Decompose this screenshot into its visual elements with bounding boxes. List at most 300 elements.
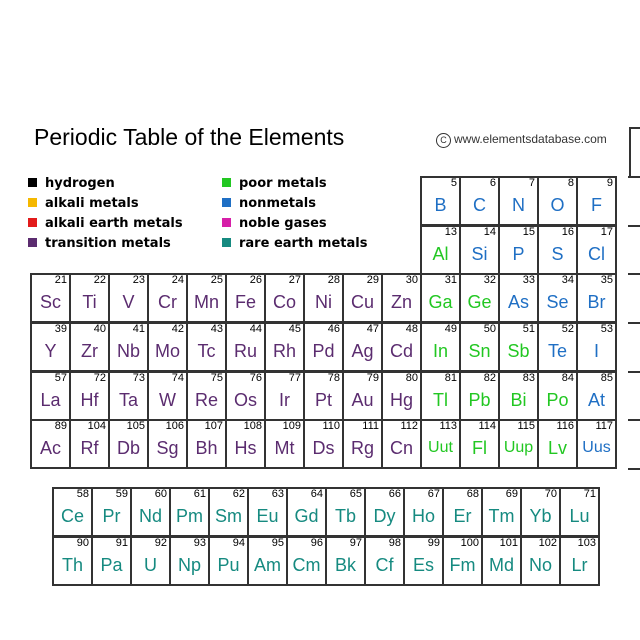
element-cell[interactable] xyxy=(420,225,461,275)
element-number: 106 xyxy=(165,420,184,432)
legend-label: hydrogen xyxy=(45,176,115,191)
legend-label: poor metals xyxy=(239,176,327,191)
element-cell[interactable] xyxy=(186,273,227,323)
element-number: 24 xyxy=(171,274,184,286)
element-number: 85 xyxy=(600,372,613,384)
element-symbol: Hs xyxy=(234,438,257,458)
element-number: 102 xyxy=(538,537,557,549)
element-number: 73 xyxy=(132,372,145,384)
element-number: 15 xyxy=(522,226,535,238)
element-cell[interactable] xyxy=(208,536,249,586)
element-number: 72 xyxy=(93,372,106,384)
element-number: 14 xyxy=(483,226,496,238)
element-cell[interactable] xyxy=(420,176,461,226)
element-symbol: Rg xyxy=(350,438,374,458)
element-number: 110 xyxy=(322,420,340,432)
element-number: 39 xyxy=(54,323,67,335)
element-number: 58 xyxy=(76,488,89,500)
element-number: 44 xyxy=(249,323,262,335)
legend-item-hydrogen xyxy=(28,176,115,192)
element-symbol: Ac xyxy=(39,438,61,458)
element-cell[interactable] xyxy=(147,419,188,469)
element-symbol: Cn xyxy=(389,438,413,458)
element-symbol: Pm xyxy=(176,506,203,526)
element-symbol: Cf xyxy=(375,555,394,575)
element-number: 49 xyxy=(444,323,457,335)
element-cell[interactable] xyxy=(403,536,444,586)
legend-swatch xyxy=(28,178,37,187)
element-symbol: Uus xyxy=(582,439,611,456)
legend-item-poor xyxy=(222,176,327,192)
element-cell[interactable] xyxy=(459,419,500,469)
element-number: 113 xyxy=(439,420,457,432)
element-number: 90 xyxy=(76,537,89,549)
legend-label: nonmetals xyxy=(239,196,316,211)
element-symbol: Re xyxy=(194,390,218,410)
legend-item-alkaline xyxy=(28,216,183,232)
element-number: 21 xyxy=(54,274,67,286)
element-number: 46 xyxy=(327,323,340,335)
element-cell[interactable] xyxy=(576,419,617,469)
element-cell[interactable] xyxy=(420,419,461,469)
element-number: 96 xyxy=(310,537,323,549)
element-symbol: Am xyxy=(254,555,281,575)
element-symbol: Nb xyxy=(116,341,140,361)
element-cell[interactable] xyxy=(381,273,422,323)
element-symbol: Sb xyxy=(507,341,530,361)
element-cell[interactable] xyxy=(498,419,539,469)
element-cell[interactable] xyxy=(69,273,110,323)
element-cell[interactable] xyxy=(169,487,210,537)
element-symbol: V xyxy=(122,292,135,312)
element-number: 62 xyxy=(232,488,245,500)
element-symbol: Bh xyxy=(195,438,218,458)
element-cell[interactable] xyxy=(169,536,210,586)
element-cell[interactable] xyxy=(498,322,539,372)
element-number: 116 xyxy=(556,420,574,432)
element-number: 74 xyxy=(171,372,184,384)
element-number: 64 xyxy=(310,488,323,500)
element-symbol: Ti xyxy=(82,292,97,312)
legend-swatch xyxy=(222,178,231,187)
element-symbol: Fe xyxy=(234,292,256,312)
element-symbol: Cr xyxy=(158,292,177,312)
legend-label: alkali earth metals xyxy=(45,216,183,231)
element-cell[interactable] xyxy=(537,176,578,226)
table-edge-line xyxy=(628,322,640,324)
element-symbol: Cm xyxy=(292,555,321,575)
element-cell[interactable] xyxy=(342,419,383,469)
element-cell[interactable] xyxy=(520,536,561,586)
element-symbol: Tb xyxy=(334,506,356,526)
element-number: 111 xyxy=(362,420,379,432)
element-number: 45 xyxy=(288,323,301,335)
element-symbol: Ga xyxy=(428,292,453,312)
element-cell[interactable] xyxy=(225,273,266,323)
legend-label: alkali metals xyxy=(45,196,139,211)
element-symbol: B xyxy=(434,195,447,215)
element-cell[interactable] xyxy=(459,371,500,421)
element-cell[interactable] xyxy=(559,536,600,586)
element-cell[interactable] xyxy=(342,322,383,372)
element-cell[interactable] xyxy=(91,487,132,537)
table-edge-line xyxy=(628,419,640,421)
element-cell[interactable] xyxy=(325,487,366,537)
element-cell[interactable] xyxy=(420,371,461,421)
element-symbol: O xyxy=(550,195,565,215)
element-number: 69 xyxy=(505,488,518,500)
element-symbol: Uup xyxy=(503,439,534,456)
element-number: 33 xyxy=(522,274,535,286)
element-number: 78 xyxy=(327,372,340,384)
element-number: 101 xyxy=(499,537,518,549)
element-cell[interactable] xyxy=(52,536,93,586)
element-symbol: Es xyxy=(412,555,434,575)
element-cell[interactable] xyxy=(69,371,110,421)
element-cell[interactable] xyxy=(459,176,500,226)
element-number: 81 xyxy=(444,372,457,384)
element-symbol: Ds xyxy=(312,438,335,458)
element-symbol: Mn xyxy=(193,292,219,312)
element-symbol: Ge xyxy=(467,292,492,312)
element-number: 66 xyxy=(388,488,401,500)
element-symbol: Rh xyxy=(272,341,296,361)
legend-swatch xyxy=(222,218,231,227)
element-number: 43 xyxy=(210,323,223,335)
element-cell[interactable] xyxy=(481,536,522,586)
element-symbol: Ag xyxy=(351,341,374,361)
element-cell[interactable] xyxy=(303,322,344,372)
element-cell[interactable] xyxy=(147,371,188,421)
element-cell[interactable] xyxy=(498,371,539,421)
element-number: 98 xyxy=(388,537,401,549)
element-symbol: Pu xyxy=(217,555,240,575)
element-number: 59 xyxy=(115,488,128,500)
legend-item-rare xyxy=(222,236,367,252)
legend-label: noble gases xyxy=(239,216,327,231)
element-symbol: I xyxy=(593,341,599,361)
element-number: 104 xyxy=(87,420,106,432)
element-symbol: Fm xyxy=(449,555,476,575)
legend-item-transition xyxy=(28,236,171,252)
element-cell[interactable] xyxy=(208,487,249,537)
element-cell[interactable] xyxy=(381,371,422,421)
legend-label: transition metals xyxy=(45,236,171,251)
element-symbol: Si xyxy=(471,244,488,264)
legend-swatch xyxy=(222,238,231,247)
element-symbol: P xyxy=(512,244,525,264)
element-symbol: Ce xyxy=(60,506,84,526)
element-symbol: Se xyxy=(546,292,569,312)
legend-item-noble xyxy=(222,216,327,232)
element-number: 22 xyxy=(93,274,106,286)
element-number: 70 xyxy=(544,488,557,500)
element-cell[interactable] xyxy=(186,322,227,372)
element-cell[interactable] xyxy=(30,322,71,372)
element-number: 48 xyxy=(405,323,418,335)
element-cell[interactable] xyxy=(537,273,578,323)
element-symbol: Sm xyxy=(215,506,242,526)
element-symbol: Tc xyxy=(197,341,216,361)
element-cell[interactable] xyxy=(52,487,93,537)
element-symbol: Lv xyxy=(547,438,567,458)
element-symbol: Mo xyxy=(154,341,180,361)
legend-swatch xyxy=(28,218,37,227)
element-cell[interactable] xyxy=(459,322,500,372)
table-edge-line xyxy=(629,127,631,177)
element-symbol: Tm xyxy=(488,506,515,526)
element-number: 76 xyxy=(249,372,262,384)
element-cell[interactable] xyxy=(303,419,344,469)
element-number: 97 xyxy=(349,537,362,549)
element-symbol: In xyxy=(432,341,448,361)
element-symbol: Dy xyxy=(373,506,396,526)
element-symbol: Ho xyxy=(411,506,435,526)
element-number: 50 xyxy=(483,323,496,335)
legend-item-alkali xyxy=(28,196,139,212)
element-number: 9 xyxy=(606,177,613,189)
element-cell[interactable] xyxy=(498,225,539,275)
element-symbol: Po xyxy=(546,390,569,410)
element-cell[interactable] xyxy=(286,536,327,586)
element-cell[interactable] xyxy=(576,176,617,226)
element-number: 108 xyxy=(243,420,262,432)
copyright-icon: C xyxy=(436,133,451,148)
element-number: 89 xyxy=(54,420,67,432)
element-cell[interactable] xyxy=(186,371,227,421)
element-symbol: Fl xyxy=(472,438,487,458)
element-symbol: Mt xyxy=(274,438,295,458)
element-number: 61 xyxy=(193,488,206,500)
element-symbol: Zn xyxy=(390,292,412,312)
element-cell[interactable] xyxy=(247,536,288,586)
element-number: 83 xyxy=(522,372,535,384)
element-number: 60 xyxy=(154,488,167,500)
element-symbol: Co xyxy=(272,292,296,312)
element-cell[interactable] xyxy=(342,371,383,421)
table-edge-line xyxy=(628,273,640,275)
element-number: 30 xyxy=(405,274,418,286)
element-cell[interactable] xyxy=(30,371,71,421)
element-cell[interactable] xyxy=(108,419,149,469)
element-symbol: Gd xyxy=(294,506,319,526)
element-cell[interactable] xyxy=(264,371,305,421)
element-cell[interactable] xyxy=(30,273,71,323)
element-cell[interactable] xyxy=(537,371,578,421)
element-cell[interactable] xyxy=(481,487,522,537)
element-number: 29 xyxy=(366,274,379,286)
element-cell[interactable] xyxy=(442,536,483,586)
element-cell[interactable] xyxy=(108,322,149,372)
element-symbol: Cu xyxy=(350,292,374,312)
element-symbol: N xyxy=(512,195,525,215)
element-symbol: Md xyxy=(488,555,514,575)
element-cell[interactable] xyxy=(69,419,110,469)
element-cell[interactable] xyxy=(286,487,327,537)
table-edge-line xyxy=(629,127,640,129)
element-cell[interactable] xyxy=(420,322,461,372)
legend-swatch xyxy=(28,238,37,247)
legend-swatch xyxy=(28,198,37,207)
element-number: 31 xyxy=(444,274,457,286)
element-cell[interactable] xyxy=(247,487,288,537)
element-number: 91 xyxy=(115,537,128,549)
element-symbol: Cd xyxy=(389,341,413,361)
table-edge-line xyxy=(628,371,640,373)
element-symbol: Al xyxy=(432,244,449,264)
element-symbol: Pd xyxy=(312,341,335,361)
element-symbol: C xyxy=(473,195,486,215)
element-cell[interactable] xyxy=(498,176,539,226)
element-cell[interactable] xyxy=(576,322,617,372)
element-number: 28 xyxy=(327,274,340,286)
element-number: 17 xyxy=(600,226,613,238)
element-cell[interactable] xyxy=(147,322,188,372)
element-symbol: S xyxy=(551,244,564,264)
element-number: 41 xyxy=(132,323,145,335)
table-edge-line xyxy=(628,468,640,470)
page-title: Periodic Table of the Elements xyxy=(34,124,345,150)
element-cell[interactable] xyxy=(498,273,539,323)
element-symbol: Db xyxy=(116,438,140,458)
element-number: 71 xyxy=(583,488,596,500)
element-symbol: Np xyxy=(177,555,201,575)
element-cell[interactable] xyxy=(520,487,561,537)
element-cell[interactable] xyxy=(264,322,305,372)
element-symbol: Sg xyxy=(156,438,179,458)
element-symbol: Pb xyxy=(468,390,491,410)
element-symbol: Ir xyxy=(279,390,290,410)
element-cell[interactable] xyxy=(559,487,600,537)
element-number: 51 xyxy=(522,323,535,335)
element-number: 52 xyxy=(561,323,574,335)
element-number: 107 xyxy=(204,420,223,432)
element-cell[interactable] xyxy=(576,225,617,275)
element-symbol: Ru xyxy=(233,341,257,361)
element-cell[interactable] xyxy=(30,419,71,469)
element-cell[interactable] xyxy=(186,419,227,469)
element-symbol: Au xyxy=(351,390,374,410)
element-number: 67 xyxy=(427,488,440,500)
element-symbol: Lu xyxy=(569,506,590,526)
element-number: 92 xyxy=(154,537,167,549)
element-symbol: Br xyxy=(587,292,606,312)
element-symbol: No xyxy=(528,555,552,575)
element-cell[interactable] xyxy=(325,536,366,586)
element-symbol: Hg xyxy=(389,390,413,410)
element-cell[interactable] xyxy=(576,273,617,323)
element-number: 93 xyxy=(193,537,206,549)
element-number: 57 xyxy=(54,372,67,384)
element-symbol: W xyxy=(159,390,176,410)
element-number: 84 xyxy=(561,372,574,384)
element-cell[interactable] xyxy=(130,487,171,537)
element-number: 80 xyxy=(405,372,418,384)
element-cell[interactable] xyxy=(264,273,305,323)
element-cell[interactable] xyxy=(381,419,422,469)
element-number: 6 xyxy=(489,177,496,189)
element-cell[interactable] xyxy=(225,322,266,372)
element-cell[interactable] xyxy=(459,225,500,275)
element-number: 40 xyxy=(93,323,106,335)
element-number: 115 xyxy=(517,420,535,432)
element-symbol: Cl xyxy=(588,244,605,264)
element-symbol: Pt xyxy=(314,390,332,410)
element-symbol: Bi xyxy=(510,390,527,410)
element-number: 65 xyxy=(349,488,362,500)
element-number: 68 xyxy=(466,488,479,500)
element-number: 34 xyxy=(561,274,574,286)
element-symbol: Zr xyxy=(81,341,98,361)
element-cell[interactable] xyxy=(364,487,405,537)
element-cell[interactable] xyxy=(225,419,266,469)
element-number: 7 xyxy=(528,177,535,189)
copyright-notice xyxy=(436,132,607,148)
element-cell[interactable] xyxy=(147,273,188,323)
element-symbol: As xyxy=(507,292,529,312)
element-cell[interactable] xyxy=(108,371,149,421)
element-number: 35 xyxy=(600,274,613,286)
element-number: 32 xyxy=(483,274,496,286)
element-cell[interactable] xyxy=(91,536,132,586)
element-cell[interactable] xyxy=(537,322,578,372)
legend-item-nonmetal xyxy=(222,196,316,212)
element-cell[interactable] xyxy=(225,371,266,421)
element-number: 103 xyxy=(577,537,596,549)
element-cell[interactable] xyxy=(537,225,578,275)
element-number: 47 xyxy=(366,323,379,335)
element-symbol: Nd xyxy=(138,506,162,526)
element-cell[interactable] xyxy=(576,371,617,421)
element-symbol: Pa xyxy=(100,555,123,575)
table-edge-line xyxy=(628,176,640,178)
element-cell[interactable] xyxy=(459,273,500,323)
copyright-text: www.elementsdatabase.com xyxy=(454,132,607,146)
element-cell[interactable] xyxy=(381,322,422,372)
element-cell[interactable] xyxy=(108,273,149,323)
element-cell[interactable] xyxy=(342,273,383,323)
element-number: 77 xyxy=(288,372,301,384)
element-number: 23 xyxy=(132,274,145,286)
element-symbol: Ta xyxy=(118,390,138,410)
element-cell[interactable] xyxy=(442,487,483,537)
element-cell[interactable] xyxy=(420,273,461,323)
element-symbol: Te xyxy=(547,341,567,361)
element-cell[interactable] xyxy=(264,419,305,469)
element-cell[interactable] xyxy=(537,419,578,469)
element-cell[interactable] xyxy=(303,371,344,421)
element-cell[interactable] xyxy=(403,487,444,537)
element-cell[interactable] xyxy=(303,273,344,323)
element-number: 16 xyxy=(561,226,574,238)
element-cell[interactable] xyxy=(130,536,171,586)
element-number: 13 xyxy=(444,226,457,238)
element-number: 75 xyxy=(210,372,223,384)
element-number: 79 xyxy=(366,372,379,384)
element-number: 42 xyxy=(171,323,184,335)
element-symbol: Bk xyxy=(334,555,356,575)
element-number: 5 xyxy=(450,177,457,189)
element-number: 99 xyxy=(427,537,440,549)
element-cell[interactable] xyxy=(364,536,405,586)
element-number: 114 xyxy=(478,420,496,432)
element-symbol: U xyxy=(144,555,157,575)
element-symbol: Rf xyxy=(80,438,99,458)
element-symbol: Eu xyxy=(256,506,279,526)
element-symbol: Er xyxy=(453,506,472,526)
element-cell[interactable] xyxy=(69,322,110,372)
element-number: 95 xyxy=(271,537,284,549)
